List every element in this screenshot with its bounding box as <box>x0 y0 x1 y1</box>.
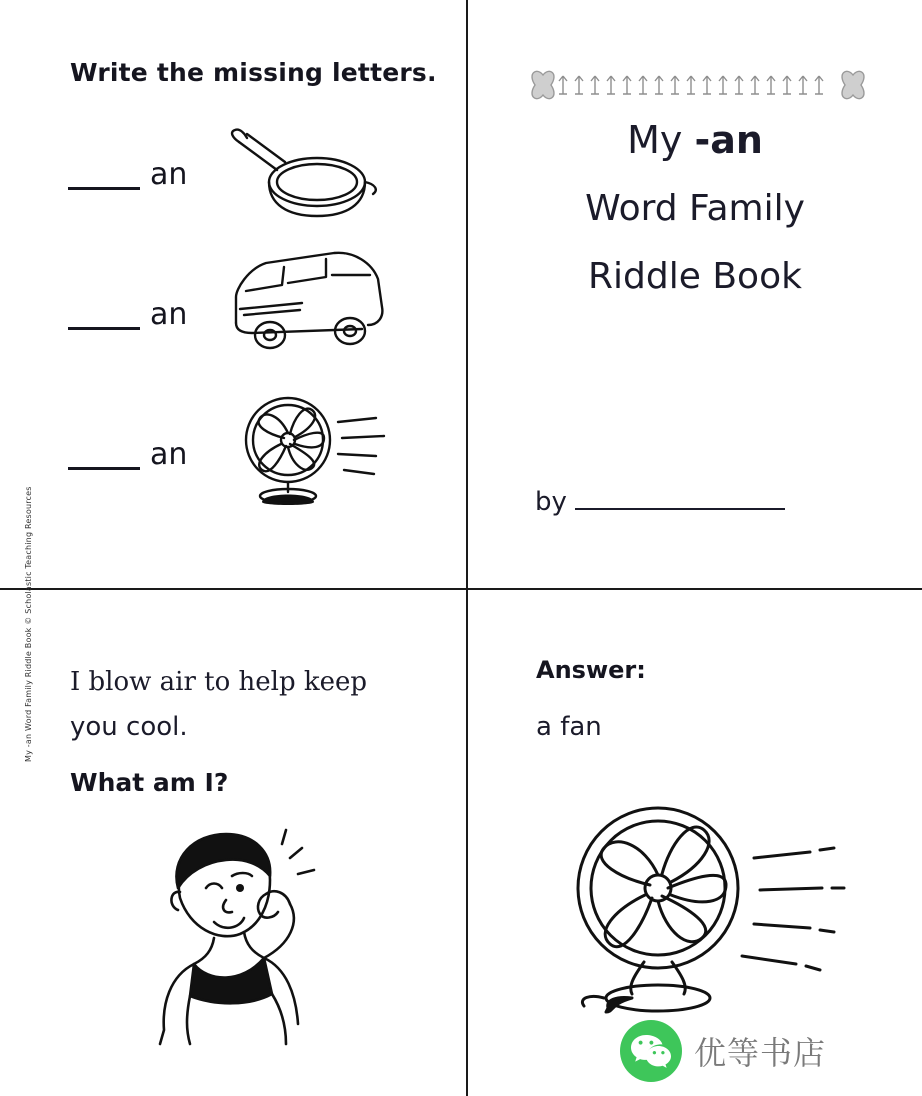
riddle-text <box>70 660 420 749</box>
blank-line-1[interactable] <box>68 165 140 190</box>
by-label: by <box>535 487 567 517</box>
panel-cover <box>468 0 922 588</box>
word-row <box>68 437 188 530</box>
by-line <box>535 487 785 517</box>
author-name-blank[interactable] <box>575 488 785 510</box>
panel-write-missing-letters <box>0 0 466 588</box>
word-ending-1: an <box>150 157 188 192</box>
watermark <box>620 1020 826 1082</box>
cover-title-prefix: My <box>627 118 695 162</box>
blank-line-2[interactable] <box>68 305 140 330</box>
fan-icon <box>226 392 401 516</box>
thinking-boy-icon <box>140 818 330 1052</box>
cover-word-family: -an <box>694 118 763 162</box>
word-row <box>68 297 188 390</box>
answer-label: Answer: <box>536 656 646 684</box>
word-row <box>68 157 188 250</box>
riddle-line-1: I blow air to help keep <box>70 667 368 697</box>
wechat-icon <box>620 1020 682 1082</box>
decorative-border <box>515 62 865 108</box>
copyright-notice: My -an Word Family Riddle Book © Scholastic Teaching Resources <box>24 486 33 762</box>
answer-value: a fan <box>536 712 602 742</box>
cover-title-line1 <box>468 118 922 162</box>
cover-title-line3: Riddle Book <box>588 256 802 297</box>
cover-title-line2: Word Family <box>585 188 805 229</box>
fan-icon <box>548 800 858 1034</box>
word-ending-3: an <box>150 437 188 472</box>
page-title: Write the missing letters. <box>70 58 437 87</box>
riddle-question: What am I? <box>70 768 229 797</box>
panel-riddle <box>0 486 466 1096</box>
blank-line-3[interactable] <box>68 445 140 470</box>
watermark-text: 优等书店 <box>694 1034 827 1072</box>
pan-icon <box>225 120 385 234</box>
riddle-line-2: you cool. <box>70 711 188 742</box>
van-icon <box>222 245 392 369</box>
word-ending-2: an <box>150 297 188 332</box>
